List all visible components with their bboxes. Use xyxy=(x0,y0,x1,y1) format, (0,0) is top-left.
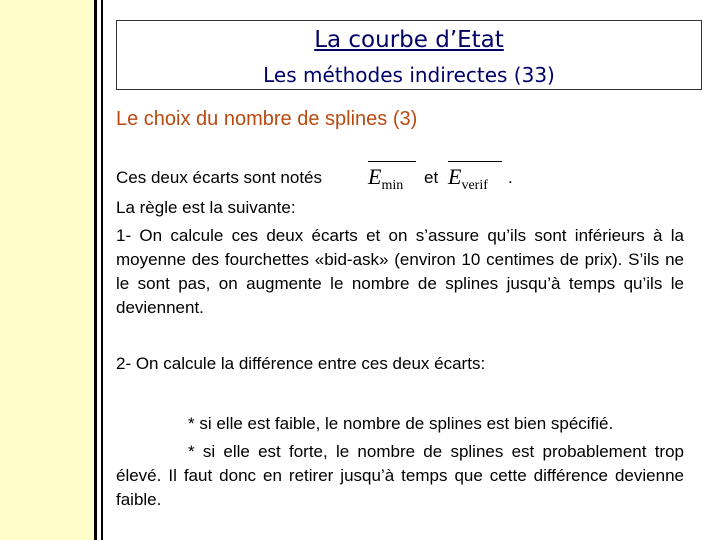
overline xyxy=(448,161,502,162)
bullet-forte: * si elle est forte, le nombre de splines est probablement trop élevé. Il faut donc en retirer jusqu’à temps que cette différence devienne faible. xyxy=(116,442,684,509)
e-min-base: E xyxy=(368,164,382,189)
e-min-symbol xyxy=(368,164,416,194)
rule-intro: La règle est la suivante: xyxy=(116,198,296,217)
vertical-rule xyxy=(94,0,97,540)
notation-end: . xyxy=(508,168,513,187)
e-verif-base: E xyxy=(448,164,462,189)
step-1-paragraph: 1- On calcule ces deux écarts et on s’assure qu’ils sont inférieurs à la moyenne des fourchettes «bid-ask» (environ 10 centimes de prix). S’ils ne le sont pas, on augmente le nombre de splines jusqu’à temps qu’ils le deviennent. xyxy=(116,226,684,317)
overline xyxy=(368,161,416,162)
section-heading: Le choix du nombre de splines (3) xyxy=(116,108,418,130)
step-2-paragraph: 2- On calcule la différence entre ces deux écarts: xyxy=(116,354,486,373)
notation-connector: et xyxy=(424,168,439,187)
vertical-rule-secondary xyxy=(101,0,103,540)
e-verif-subscript: verif xyxy=(461,178,488,193)
bullet-faible: * si elle est faible, le nombre de splines est bien spécifié. xyxy=(188,414,614,433)
slide-title: La courbe d’Etat xyxy=(314,27,504,53)
e-verif-symbol xyxy=(448,164,502,194)
left-decorative-band xyxy=(0,0,94,540)
title-box xyxy=(116,20,702,90)
notation-intro: Ces deux écarts sont notés xyxy=(116,168,323,187)
slide-subtitle: Les méthodes indirectes (33) xyxy=(263,63,555,87)
e-min-subscript: min xyxy=(381,178,404,193)
